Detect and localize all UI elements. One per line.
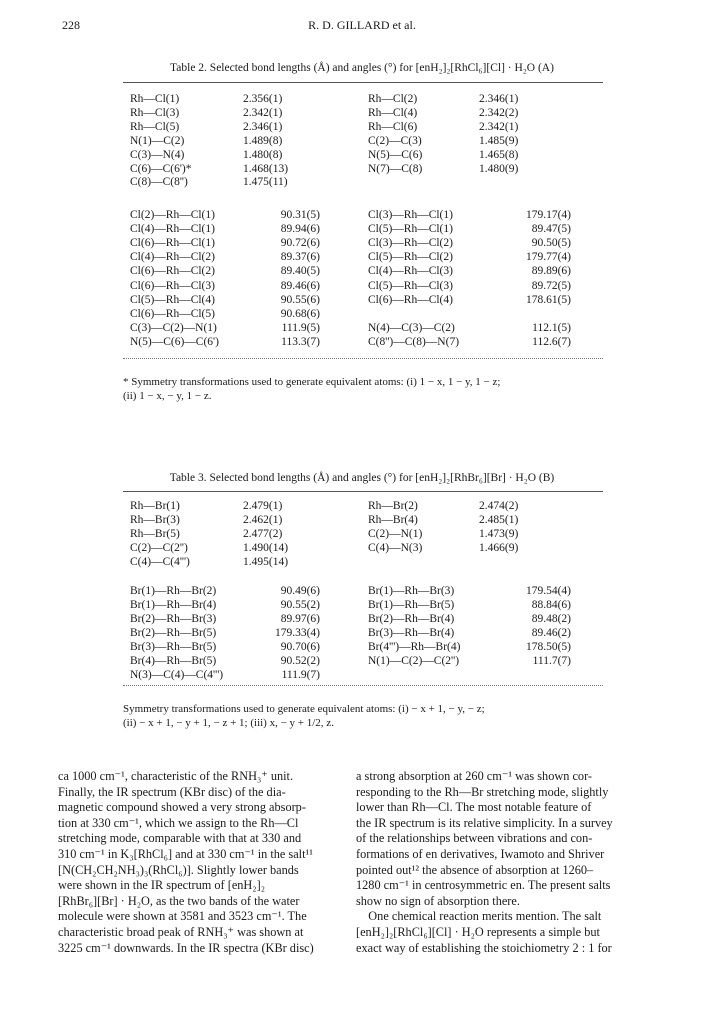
table2-length-cell: N(7)—C(8): [368, 162, 423, 175]
table3-angle-cell: 88.84(6): [531, 599, 571, 611]
table3-length-cell: 1.490(14): [243, 542, 289, 554]
table3-length-cell: 1.473(9): [479, 528, 519, 540]
table3-angle-cell: 90.55(2): [280, 599, 320, 611]
table2-top-rule: [123, 82, 603, 83]
table3-angle-cell: Br(1)—Rh—Br(2): [130, 585, 217, 597]
body-right-line: lower than Rh—Cl. The most notable feature of: [356, 800, 592, 815]
table2-length-cell: 2.346(1): [479, 93, 519, 105]
table2-angle-cell: Cl(5)—Rh—Cl(2): [368, 251, 453, 264]
table3-angle-cell: 111.9(7): [281, 669, 320, 681]
table3-angle-cell: Br(1)—Rh—Br(3): [368, 585, 455, 597]
table2-length-cell: N(5)—C(6): [368, 148, 423, 161]
body-left-line: stretching mode, comparable with that at 330 and: [58, 831, 302, 846]
table2-angle-cell: 112.6(7): [532, 335, 571, 348]
page-number: 228: [62, 18, 80, 32]
table2-angle-cell: C(3)—C(2)—N(1): [130, 321, 217, 334]
table3-footnote-line2: (ii) − x + 1, − y + 1, − z + 1; (iii) x, − y + 1/2, z.: [123, 717, 334, 729]
table3-angle-cell: 178.50(5): [525, 641, 571, 653]
table2-length-cell: C(8)—C(8''): [130, 176, 188, 189]
table3-angle-cell: 90.49(6): [280, 585, 320, 597]
table2-length-cell: 1.489(8): [243, 134, 283, 147]
body-left-line: molecule were shown at 3581 and 3523 cm⁻¹. The: [58, 909, 307, 924]
table3-length-cell: C(4)—C(4'''): [130, 556, 190, 568]
body-left-line: [RhBr₆][Br] · H₂O, as the two bands of the water: [58, 893, 300, 908]
table2-angle-cell: 111.9(5): [281, 321, 320, 334]
table3-caption: Table 3. Selected bond lengths (Å) and angles (°) for [enH₂]₂[RhBr₆][Br] · H₂O (B): [169, 472, 555, 484]
table3-length-cell: 2.485(1): [479, 514, 519, 526]
table2-length-cell: Rh—Cl(6): [368, 120, 418, 133]
table2-caption: Table 2. Selected bond lengths (Å) and angles (°) for [enH₂]₂[RhCl₆][Cl] · H₂O (A): [170, 62, 554, 74]
table2-angle-cell: 89.37(6): [280, 251, 320, 264]
table3-angle-cell: 90.52(2): [280, 655, 320, 667]
table2-length-cell: 1.480(9): [479, 162, 519, 175]
table3-length-cell: Rh—Br(3): [130, 514, 180, 526]
table3-length-cell: 1.495(14): [243, 556, 289, 568]
table3-length-cell: 2.462(1): [243, 514, 283, 526]
table2-angle-cell: 90.72(6): [280, 237, 320, 250]
table2-length-cell: 1.465(8): [479, 148, 519, 161]
table2-angle-cell: Cl(5)—Rh—Cl(3): [368, 279, 453, 292]
table2-length-cell: 1.480(8): [243, 148, 283, 161]
table2-length-cell: Rh—Cl(1): [130, 93, 180, 105]
table2-length-cell: 1.475(11): [243, 176, 288, 189]
body-right-line: One chemical reaction merits mention. The salt: [356, 909, 602, 924]
table3-footnote: [123, 702, 613, 730]
table2-angle-cell: 89.89(6): [531, 265, 571, 278]
table2-angle-cell: C(8'')—C(8)—N(7): [368, 335, 460, 348]
table3-angle-cell: N(3)—C(4)—C(4'''): [130, 669, 224, 681]
table3-angle-cell: 179.33(4): [274, 627, 320, 639]
table3-length-cell: C(4)—N(3): [368, 542, 423, 554]
table3-length-cell: 2.477(2): [243, 528, 283, 540]
body-right-line: [enH₂]₂[RhCl₆][Cl] · H₂O represents a simple but: [356, 924, 600, 939]
table3-angle-cell: 89.97(6): [280, 613, 320, 625]
table2-angle-cell: Cl(4)—Rh—Cl(1): [130, 223, 215, 236]
body-left-line: magnetic compound showed a very strong absorp-: [58, 800, 306, 815]
table2-length-cell: 1.485(9): [479, 134, 519, 147]
body-left-line: were shown in the IR spectrum of [enH₂]₂: [58, 878, 265, 893]
table2-angle-cell: 89.46(6): [280, 279, 320, 292]
table2-angle-cell: Cl(3)—Rh—Cl(2): [368, 237, 453, 250]
table2-angle-cell: Cl(4)—Rh—Cl(2): [130, 251, 215, 264]
table3-angle-cell: Br(3)—Rh—Br(4): [368, 627, 455, 639]
table3-angle-cell: N(1)—C(2)—C(2''): [368, 655, 460, 667]
body-left-line: [N(CH₂CH₂NH₃)₃(RhCl₆)]. Slightly lower bands: [58, 862, 299, 877]
body-right-line: of the relationships between vibrations and con-: [356, 831, 593, 846]
table2-length-cell: 2.356(1): [243, 93, 283, 105]
table3-length-cell: Rh—Br(4): [368, 514, 418, 526]
table3-angle-cell: Br(3)—Rh—Br(5): [130, 641, 217, 653]
table2-angle-cell: Cl(5)—Rh—Cl(1): [368, 223, 453, 236]
table3-angle-cell: Br(2)—Rh—Br(3): [130, 613, 217, 625]
table2-footnote-line2: (ii) 1 − x, − y, 1 − z.: [123, 390, 212, 402]
body-right-line: exact way of establishing the stoichiometry 2 : 1 for: [356, 940, 612, 955]
table2-footnote: [123, 375, 613, 403]
table2-angle-cell: 89.94(6): [280, 223, 320, 236]
body-column-right: [356, 769, 646, 956]
table2-length-cell: 2.342(2): [479, 106, 519, 119]
table3-length-cell: 2.479(1): [243, 500, 283, 512]
table2-angle-cell: Cl(6)—Rh—Cl(3): [130, 279, 215, 292]
table2-angle-cell: Cl(6)—Rh—Cl(1): [130, 237, 215, 250]
table2-length-cell: 2.342(1): [479, 120, 519, 133]
body-right-line: show no sign of absorption there.: [356, 893, 520, 908]
table2-angle-cell: 179.17(4): [525, 209, 571, 221]
body-left-line: Finally, the IR spectrum (KBr disc) of the dia-: [58, 784, 286, 799]
table2-angle-cell: 178.61(5): [525, 293, 571, 306]
body-left-line: ca 1000 cm⁻¹, characteristic of the RNH₃⁺ unit.: [58, 769, 294, 783]
table2-angle-cell: 179.77(4): [525, 251, 571, 264]
table3-angle-cell: Br(4''')—Rh—Br(4): [368, 641, 461, 653]
table2-length-cell: Rh—Cl(5): [130, 120, 180, 133]
body-right-line: formations of en derivatives, Iwamoto and Shriver: [356, 846, 605, 861]
body-right-line: the IR spectrum is its relative simplicity. In a survey: [356, 815, 613, 830]
table2-bottom-rule: [123, 358, 603, 359]
table2-angle-cell: Cl(4)—Rh—Cl(3): [368, 265, 453, 278]
table3-angle-cell: 89.48(2): [531, 613, 571, 625]
table2-angle-cell: 90.31(5): [280, 209, 320, 221]
table3-angle-cell: Br(1)—Rh—Br(5): [368, 599, 455, 611]
table2-length-cell: 1.468(13): [243, 162, 289, 175]
table2-length-cell: Rh—Cl(3): [130, 106, 180, 119]
table3-angle-cell: 90.70(6): [280, 641, 320, 653]
body-left-line: tion at 330 cm⁻¹, which we assign to the Rh—Cl: [58, 815, 299, 830]
table2-angle-cell: Cl(3)—Rh—Cl(1): [368, 209, 453, 221]
table2-length-cell: Rh—Cl(4): [368, 106, 418, 119]
table3-angle-cell: Br(1)—Rh—Br(4): [130, 599, 217, 611]
table2-length-cell: Rh—Cl(2): [368, 93, 418, 105]
body-column-left: [58, 769, 348, 956]
table2-angle-cell: 90.68(6): [280, 307, 320, 320]
running-head: R. D. GILLARD et al.: [308, 18, 416, 32]
table2-angle-cell: 89.40(5): [280, 265, 320, 278]
table3-bottom-rule: [123, 685, 603, 686]
table3-length-cell: 1.466(9): [479, 542, 519, 554]
table2-angle-cell: 112.1(5): [532, 321, 571, 334]
table2-length-cell: C(3)—N(4): [130, 148, 185, 161]
page-header: [62, 18, 662, 34]
table2-length-cell: 2.346(1): [243, 120, 283, 133]
table3-length-cell: Rh—Br(1): [130, 500, 180, 512]
table3-top-rule: [123, 491, 603, 492]
table2-angle-cell: 89.72(5): [531, 279, 571, 292]
table2-angle-cell: 113.3(7): [281, 335, 320, 348]
table3-angle-cell: 89.46(2): [531, 627, 571, 639]
body-left-line: 3225 cm⁻¹ downwards. In the IR spectra (KBr disc): [58, 940, 314, 955]
body-left-line: 310 cm⁻¹ in K₃[RhCl₆] and at 330 cm⁻¹ in the salt¹¹: [58, 846, 313, 861]
table2-angle-cell: 90.55(6): [280, 293, 320, 306]
table2-angle-cell: Cl(6)—Rh—Cl(5): [130, 307, 215, 320]
table2-angle-cell: N(5)—C(6)—C(6'): [130, 335, 219, 348]
table2-footnote-line1: * Symmetry transformations used to generate equivalent atoms: (i) 1 − x, 1 − y, 1 − z;: [123, 376, 501, 388]
table3-angle-cell: 179.54(4): [525, 585, 571, 597]
table3-angle-cell: Br(4)—Rh—Br(5): [130, 655, 217, 667]
table3-angle-cell: 111.7(7): [532, 655, 571, 667]
table2-length-cell: N(1)—C(2): [130, 134, 185, 147]
table2-angle-cell: Cl(6)—Rh—Cl(2): [130, 265, 215, 278]
table3-length-cell: Rh—Br(2): [368, 500, 418, 512]
table3-length-cell: 2.474(2): [479, 500, 519, 512]
table3-angle-cell: Br(2)—Rh—Br(4): [368, 613, 455, 625]
body-right-line: responding to the Rh—Br stretching mode, slightly: [356, 784, 609, 799]
table3-length-cell: C(2)—N(1): [368, 528, 423, 540]
table3-footnote-line1: Symmetry transformations used to generate equivalent atoms: (i) − x + 1, − y, − z;: [123, 703, 485, 715]
table2-length-cell: 2.342(1): [243, 106, 283, 119]
table2-angle-cell: Cl(5)—Rh—Cl(4): [130, 293, 215, 306]
body-left-line: characteristic broad peak of RNH₃⁺ was shown at: [58, 924, 304, 939]
body-right-line: a strong absorption at 260 cm⁻¹ was shown cor-: [356, 769, 593, 783]
body-right-line: pointed out¹² the absence of absorption at 1260–: [356, 862, 594, 877]
table2-length-cell: C(2)—C(3): [368, 134, 422, 147]
table3-length-cell: Rh—Br(5): [130, 528, 180, 540]
table3-length-cell: C(2)—C(2''): [130, 542, 188, 554]
table2-angle-cell: Cl(6)—Rh—Cl(4): [368, 293, 453, 306]
table2-angle-cell: 90.50(5): [531, 237, 571, 250]
table2-angle-cell: Cl(2)—Rh—Cl(1): [130, 209, 215, 221]
table2-angle-cell: N(4)—C(3)—C(2): [368, 321, 455, 334]
table2-angle-cell: 89.47(5): [531, 223, 571, 236]
table2-length-cell: C(6)—C(6')*: [130, 162, 192, 175]
table3-angle-cell: Br(2)—Rh—Br(5): [130, 627, 217, 639]
body-right-line: 1280 cm⁻¹ in centrosymmetric en. The present salts: [356, 878, 611, 893]
